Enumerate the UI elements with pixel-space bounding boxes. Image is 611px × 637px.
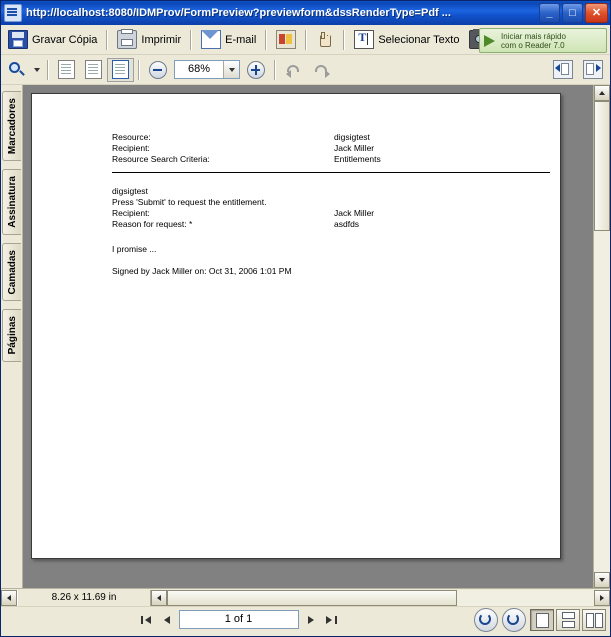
toolbar-separator [47, 60, 49, 80]
application-icon [4, 4, 22, 22]
save-copy-button[interactable] [3, 28, 102, 52]
continuous-page-icon-top [562, 612, 575, 619]
reader-promo-banner[interactable] [479, 28, 607, 53]
viewer-body [1, 85, 610, 588]
review-stamp-icon [276, 30, 296, 49]
scroll-left-button[interactable] [151, 590, 167, 606]
print-button[interactable] [112, 28, 186, 52]
email-label: E-mail [225, 33, 257, 46]
first-page-button[interactable] [137, 610, 157, 630]
printer-icon [117, 30, 137, 49]
horizontal-scroll-track[interactable] [151, 590, 594, 606]
page-number-field[interactable]: 1 of 1 [179, 610, 299, 629]
reader-promo-text [501, 32, 566, 50]
pdf-row-reason [112, 219, 540, 230]
toolbar-separator [343, 30, 345, 50]
toolbar-separator [190, 30, 192, 50]
toolbar-separator [106, 30, 108, 50]
pdf-resource-name: digsigtest [112, 186, 148, 196]
sidebar-tab-pages[interactable] [2, 309, 21, 361]
last-page-button[interactable] [321, 610, 341, 630]
promo-line-2: com o Reader 7.0 [501, 40, 565, 50]
pdf-label-search-criteria: Resource Search Criteria: [112, 154, 210, 164]
horizontal-scroll-thumb[interactable] [167, 590, 457, 606]
next-view-button[interactable] [578, 58, 608, 82]
toolbar-separator [305, 30, 307, 50]
close-button[interactable]: ✕ [585, 3, 608, 23]
page-fit-icon [85, 60, 102, 79]
pdf-instruction-text: Press 'Submit' to request the entitlement. [112, 197, 267, 207]
navigation-tabs [1, 85, 23, 588]
secondary-toolbar [1, 55, 610, 85]
scroll-up-button[interactable] [594, 85, 610, 101]
window-title: http://localhost:8080/IDMProv/FormPreview?previewform&dssRenderType=Pdf ... [26, 7, 451, 19]
sidebar-tab-layers[interactable] [2, 243, 21, 301]
facing-page-icon-left [586, 613, 594, 628]
redo-icon [313, 61, 331, 78]
envelope-icon [201, 30, 221, 49]
pdf-label-resource: Resource: [112, 132, 151, 142]
pane-resize-left-button[interactable] [1, 590, 17, 606]
pdf-row-recipient [112, 143, 540, 154]
next-page-button[interactable] [301, 610, 321, 630]
sidebar-tab-signatures-label: Assinatura [6, 176, 18, 228]
sidebar-tab-bookmarks[interactable] [2, 91, 21, 161]
fit-page-button[interactable] [80, 58, 107, 82]
facing-pages-view-button[interactable] [582, 609, 606, 631]
pdf-spacer-2 [112, 255, 540, 266]
sidebar-tab-layers-label: Camadas [6, 249, 18, 295]
email-button[interactable] [196, 28, 261, 52]
facing-page-icon-right [595, 613, 603, 628]
pdf-row-resource [112, 132, 540, 143]
sidebar-tab-bookmarks-label: Marcadores [6, 98, 18, 155]
zoom-tool-button[interactable] [3, 58, 31, 82]
rotate-clockwise-button[interactable] [502, 608, 526, 632]
zoom-tool-dropdown[interactable] [31, 60, 43, 80]
chevron-down-icon[interactable] [223, 61, 239, 78]
magnifier-icon [8, 61, 26, 78]
pdf-value-reason: asdfds [334, 219, 360, 229]
pdf-promise-text: I promise ... [112, 244, 157, 254]
rotate-counterclockwise-button[interactable] [474, 608, 498, 632]
minimize-button[interactable]: _ [539, 3, 560, 23]
pdf-value-recipient: Jack Miller [334, 143, 375, 153]
pdf-row-search-criteria [112, 154, 540, 165]
next-view-icon [583, 60, 603, 79]
previous-view-icon [553, 60, 573, 79]
actual-size-button[interactable] [53, 58, 80, 82]
page-width-icon [112, 60, 129, 79]
hand-tool-button[interactable] [311, 28, 339, 52]
continuous-page-icon-bottom [562, 621, 575, 628]
promo-line-1: Iniciar mais rápido [501, 31, 566, 41]
zoom-in-icon [247, 61, 265, 79]
hand-icon [316, 31, 334, 48]
window-titlebar [1, 1, 610, 25]
previous-view-button[interactable] [548, 58, 578, 82]
pdf-row-body-recipient [112, 208, 540, 219]
sidebar-tab-pages-label: Páginas [6, 316, 18, 355]
undo-button[interactable] [280, 58, 308, 82]
document-pane[interactable] [23, 85, 610, 588]
document-vertical-scrollbar[interactable] [593, 85, 610, 588]
review-button[interactable] [271, 28, 301, 52]
select-text-button[interactable] [349, 28, 464, 52]
previous-page-button[interactable] [157, 610, 177, 630]
pdf-value-resource: digsigtest [334, 132, 370, 142]
print-label: Imprimir [141, 33, 182, 46]
pdf-divider [112, 172, 550, 173]
pdf-value-body-recipient: Jack Miller [334, 208, 375, 218]
floppy-disk-icon [8, 30, 28, 49]
window-controls [539, 3, 608, 23]
scroll-right-button[interactable] [594, 590, 610, 606]
vertical-scroll-thumb[interactable] [594, 101, 610, 231]
fit-width-button[interactable] [107, 58, 134, 82]
select-text-icon [354, 30, 374, 49]
pdf-value-search-criteria: Entitlements [334, 154, 381, 164]
main-toolbar [1, 25, 610, 55]
pdf-page [31, 93, 561, 559]
maximize-button[interactable]: □ [562, 3, 583, 23]
zoom-level-combobox[interactable] [174, 60, 240, 79]
save-copy-label: Gravar Cópia [32, 33, 98, 46]
zoom-in-button[interactable] [242, 58, 270, 82]
toolbar-separator [265, 30, 267, 50]
scroll-down-button[interactable] [594, 572, 610, 588]
pdf-label-body-recipient: Recipient: [112, 208, 150, 218]
single-page-view-button[interactable] [530, 609, 554, 631]
select-text-label: Selecionar Texto [378, 33, 460, 46]
undo-icon [285, 61, 303, 78]
status-bar [1, 606, 610, 632]
toolbar-separator [138, 60, 140, 80]
pdf-signature-text: Signed by Jack Miller on: Oct 31, 2006 1:01 PM [112, 266, 292, 276]
pdf-label-recipient: Recipient: [112, 143, 150, 153]
page-icon [58, 60, 75, 79]
zoom-out-icon [149, 61, 167, 79]
pdf-label-reason: Reason for request: * [112, 219, 193, 229]
play-arrow-icon [483, 33, 498, 48]
zoom-out-button[interactable] [144, 58, 172, 82]
page-size-indicator: 8.26 x 11.69 in [17, 590, 151, 606]
single-page-icon [536, 613, 549, 628]
pdf-page-content [112, 132, 540, 277]
zoom-level-value[interactable]: 68% [187, 63, 211, 75]
redo-button[interactable] [308, 58, 336, 82]
continuous-view-button[interactable] [556, 609, 580, 631]
horizontal-scroll-bar [1, 588, 610, 606]
sidebar-tab-signatures[interactable] [2, 169, 21, 235]
pdf-spacer [112, 230, 540, 244]
toolbar-separator [274, 60, 276, 80]
